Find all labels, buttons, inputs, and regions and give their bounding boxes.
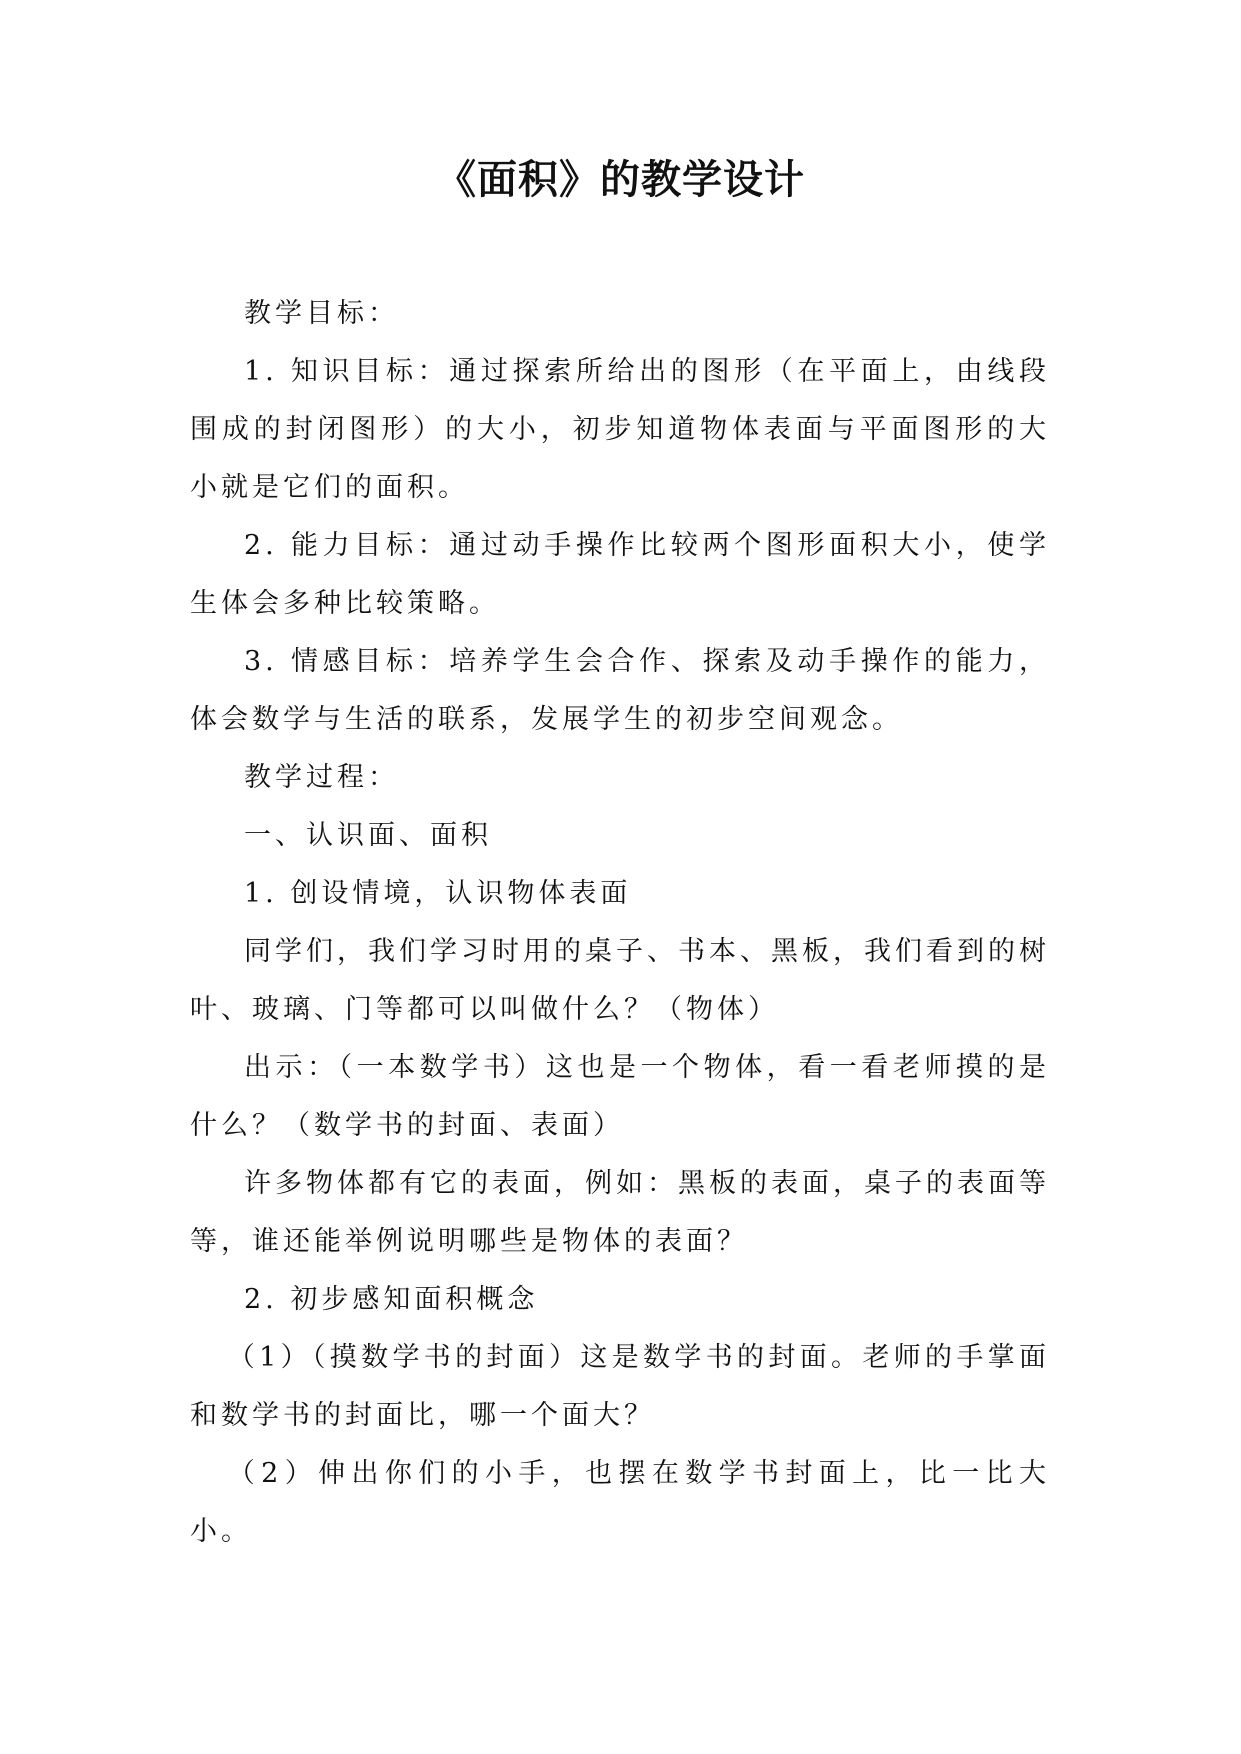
paragraph-ability-goal: 2. 能力目标：通过动手操作比较两个图形面积大小，使学生体会多种比较策略。 xyxy=(190,530,1050,619)
paragraph-knowledge-goal: 1. 知识目标：通过探索所给出的图形（在平面上，由线段围成的封闭图形）的大小，初步知道物体表面与平面图形的大小就是它们的面积。 xyxy=(190,356,1050,503)
paragraph-objects-question: 同学们，我们学习时用的桌子、书本、黑板，我们看到的树叶、玻璃、门等都可以叫做什么？（物体） xyxy=(190,936,1050,1025)
step-heading-area-concept: 2. 初步感知面积概念 xyxy=(244,1284,539,1315)
section-heading-teaching-process: 教学过程： xyxy=(244,762,399,793)
paragraph-emotional-goal: 3. 情感目标：培养学生会合作、探索及动手操作的能力，体会数学与生活的联系，发展学生的初步空间观念。 xyxy=(190,646,1050,735)
step-heading-create-situation: 1. 创设情境，认识物体表面 xyxy=(244,878,632,909)
document-body xyxy=(190,285,1050,1561)
paragraph-compare-hands: （2）伸出你们的小手，也摆在数学书封面上，比一比大小。 xyxy=(190,1458,1050,1547)
paragraph-show-math-book: 出示：（一本数学书）这也是一个物体，看一看老师摸的是什么？（数学书的封面、表面） xyxy=(190,1052,1050,1141)
document-title: 《面积》的教学设计 xyxy=(436,157,805,203)
subsection-heading-area: 一、认识面、面积 xyxy=(244,820,492,851)
paragraph-object-surfaces: 许多物体都有它的表面，例如：黑板的表面，桌子的表面等等，谁还能举例说明哪些是物体的表面？ xyxy=(190,1168,1050,1257)
paragraph-compare-palm-cover: （1）（摸数学书的封面）这是数学书的封面。老师的手掌面和数学书的封面比，哪一个面大？ xyxy=(190,1342,1050,1431)
section-heading-teaching-goals: 教学目标： xyxy=(244,298,399,329)
